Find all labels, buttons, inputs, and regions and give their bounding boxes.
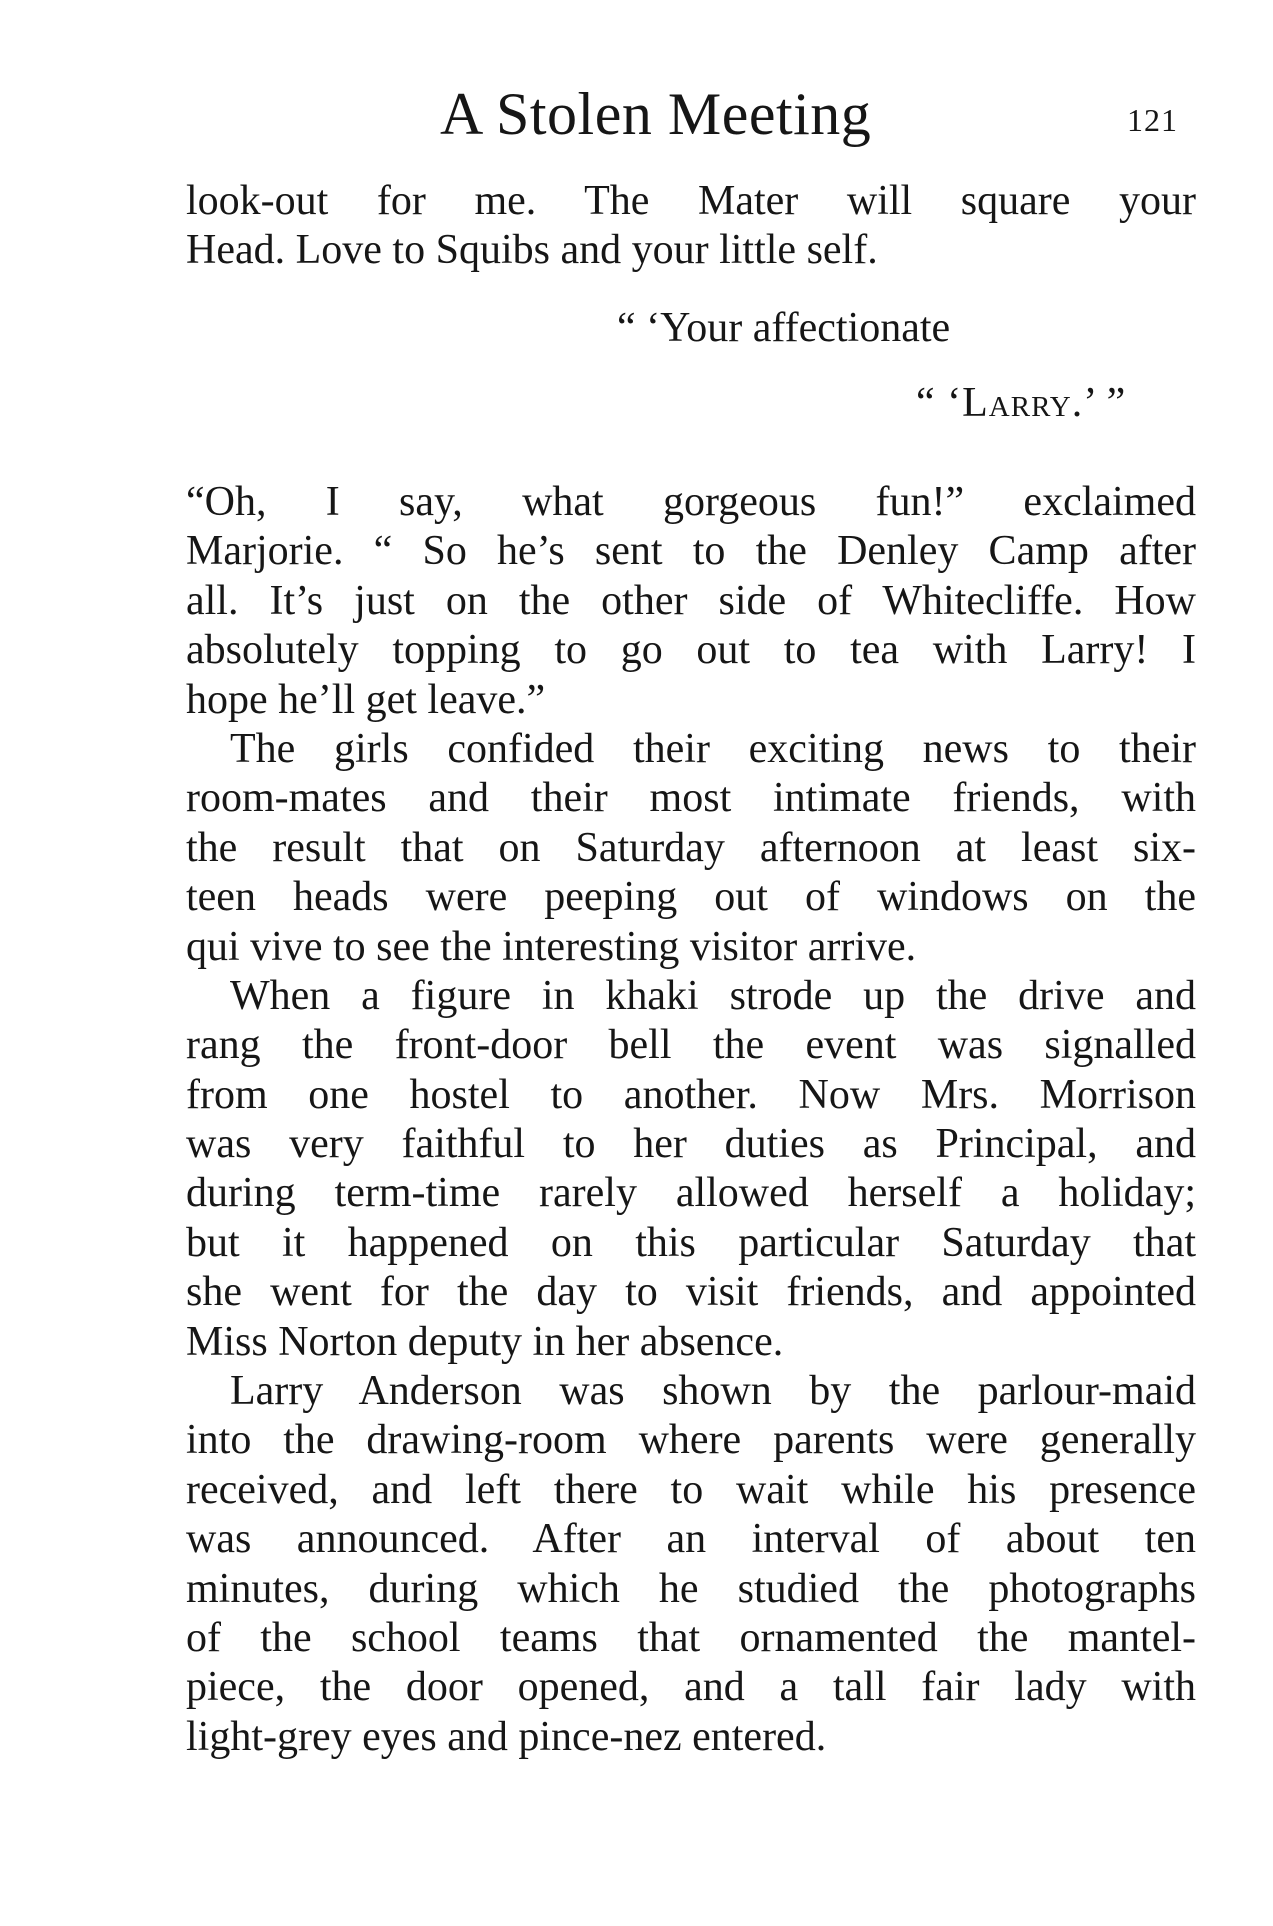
paragraph-1-line: hope he’ll get leave.” bbox=[186, 676, 546, 723]
letter-closing: “ ‘Your affectionate bbox=[617, 305, 951, 351]
paragraph-4-line: Larry Anderson was shown by the parlour-maid bbox=[230, 1368, 1196, 1415]
letter-signature: “ ‘Larry.’ ” bbox=[916, 380, 1127, 426]
running-title: A Stolen Meeting bbox=[440, 81, 872, 147]
paragraph-4-line: minutes, during which he studied the photographs bbox=[186, 1565, 1196, 1612]
body-text bbox=[186, 177, 1196, 276]
paragraph-3-line: was very faithful to her duties as Principal, and bbox=[186, 1121, 1196, 1168]
paragraph-2-line: teen heads were peeping out of windows on the bbox=[186, 874, 1196, 921]
paragraph-3-line: but it happened on this particular Saturday that bbox=[186, 1219, 1196, 1266]
page-header bbox=[0, 74, 1273, 154]
paragraph-2-line: qui vive to see the interesting visitor arrive. bbox=[186, 923, 917, 970]
paragraph-4-line: received, and left there to wait while his presence bbox=[186, 1466, 1196, 1513]
paragraph-2-line: The girls confided their exciting news to their bbox=[230, 725, 1196, 772]
page-number: 121 bbox=[1127, 102, 1178, 138]
paragraph-1-line: Marjorie. “ So he’s sent to the Denley Camp after bbox=[186, 528, 1196, 575]
paragraph-3-line: from one hostel to another. Now Mrs. Morrison bbox=[186, 1071, 1196, 1118]
paragraph-3-line: Miss Norton deputy in her absence. bbox=[186, 1318, 784, 1365]
body-paragraphs bbox=[186, 478, 1196, 1762]
paragraph-1-line: all. It’s just on the other side of Whitecliffe. How bbox=[186, 577, 1196, 624]
paragraph-4-line: piece, the door opened, and a tall fair lady with bbox=[186, 1664, 1196, 1711]
paragraph-3-line: she went for the day to visit friends, and appointed bbox=[186, 1269, 1196, 1316]
paragraph-1-line: “Oh, I say, what gorgeous fun!” exclaimed bbox=[186, 479, 1196, 525]
text-line: look-out for me. The Mater will square your bbox=[186, 178, 1196, 224]
paragraph-3-line: during term-time rarely allowed herself a holiday; bbox=[186, 1170, 1196, 1217]
paragraph-3-line: rang the front-door bell the event was signalled bbox=[186, 1022, 1196, 1069]
paragraph-4-line: was announced. After an interval of about ten bbox=[186, 1516, 1196, 1563]
paragraph-1-line: absolutely topping to go out to tea with Larry! I bbox=[186, 627, 1196, 674]
paragraph-2-line: room-mates and their most intimate friends, with bbox=[186, 775, 1196, 822]
paragraph-2-line: the result that on Saturday afternoon at least six- bbox=[186, 824, 1196, 871]
paragraph-4-line: of the school teams that ornamented the mantel- bbox=[186, 1614, 1196, 1661]
paragraph-4-line: into the drawing-room where parents were generally bbox=[186, 1417, 1196, 1464]
paragraph-3-line: When a figure in khaki strode up the drive and bbox=[230, 972, 1196, 1019]
text-line: Head. Love to Squibs and your little self. bbox=[186, 227, 878, 274]
paragraph-4-line: light-grey eyes and pince-nez entered. bbox=[186, 1713, 827, 1760]
